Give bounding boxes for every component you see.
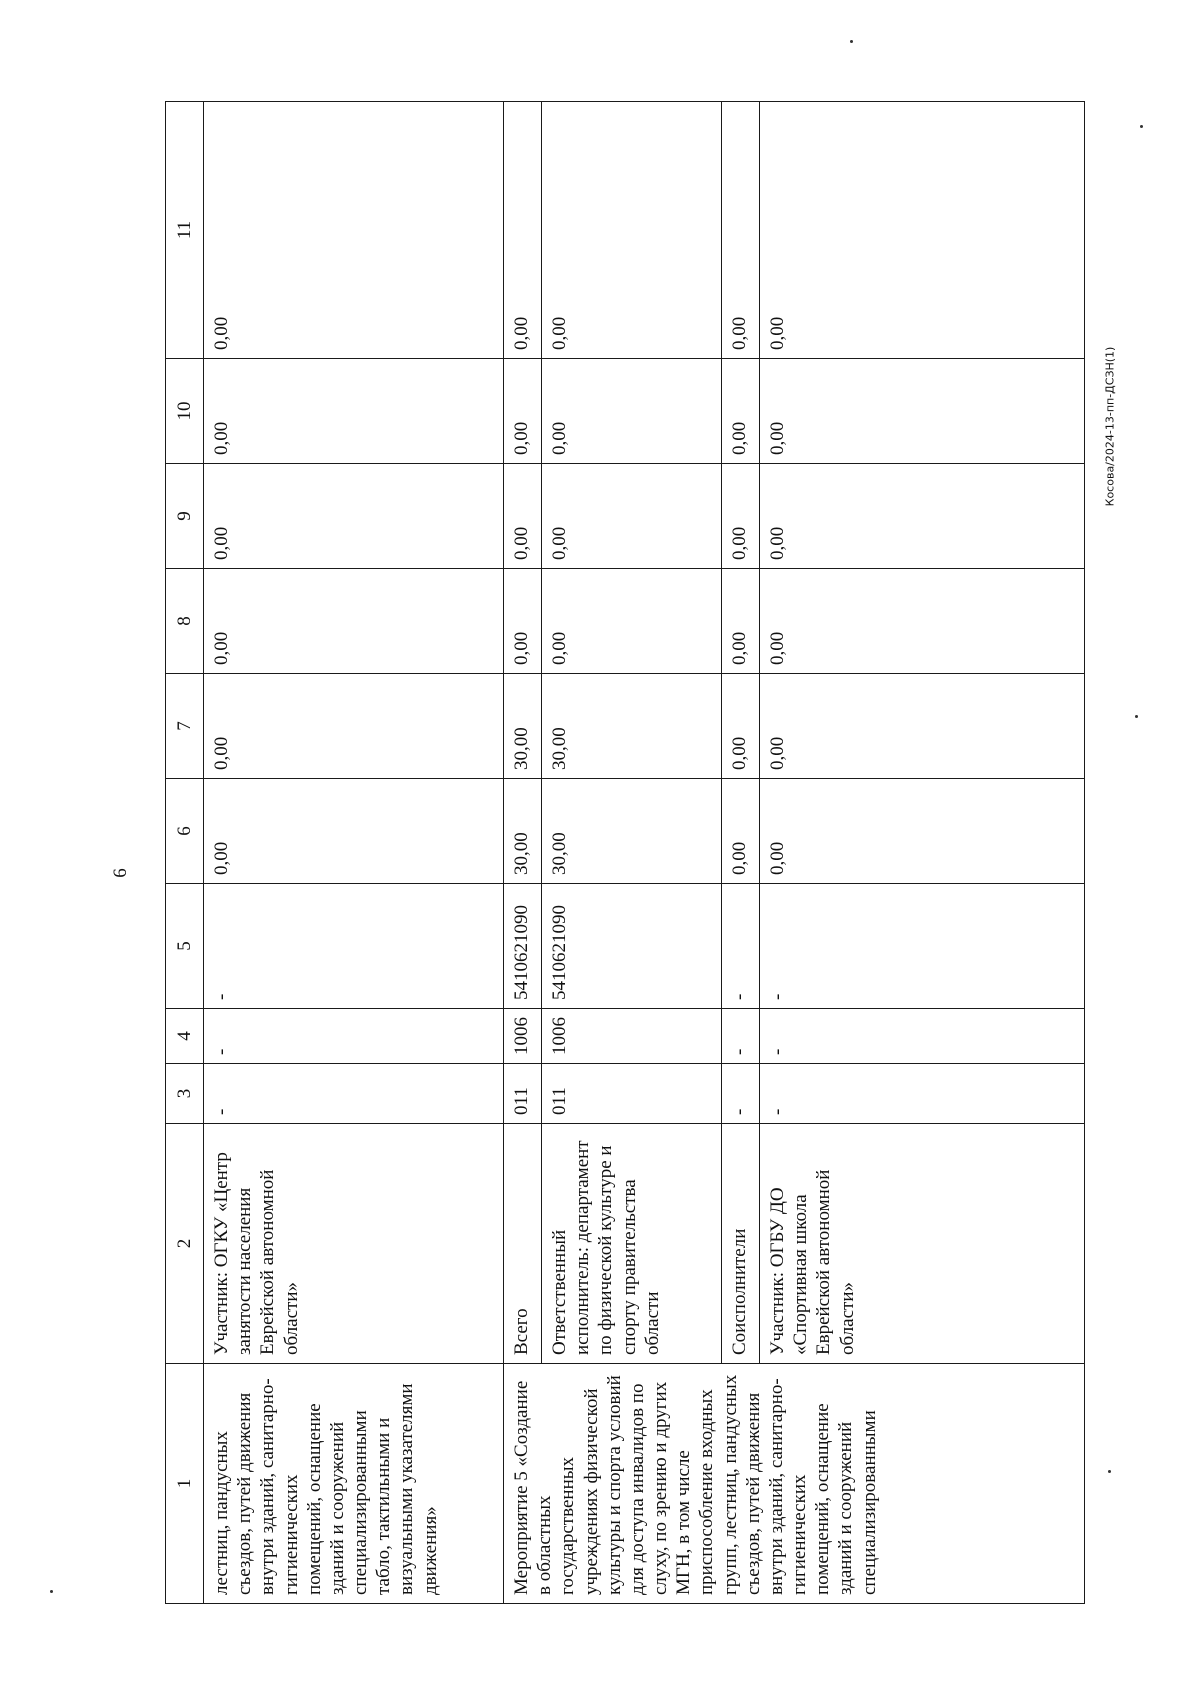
grbs-code: - [204,1064,504,1124]
value-col-9: 0,00 [760,464,1085,569]
section-code: 1006 [504,1009,542,1064]
value-col-10: 0,00 [542,359,722,464]
section-code: - [722,1009,760,1064]
executor-cell: Соисполнители [722,1124,760,1364]
value-col-6: 0,00 [722,779,760,884]
section-code: 1006 [542,1009,722,1064]
table-row [204,102,504,1604]
value-col-9: 0,00 [542,464,722,569]
value-col-6: 30,00 [504,779,542,884]
value-col-10: 0,00 [504,359,542,464]
grbs-code: 011 [504,1064,542,1124]
target-article: 5410621090 [542,884,722,1009]
value-col-11: 0,00 [542,102,722,359]
value-col-8: 0,00 [542,569,722,674]
value-col-7: 30,00 [504,674,542,779]
value-col-7: 30,00 [542,674,722,779]
value-col-10: 0,00 [760,359,1085,464]
value-col-11: 0,00 [760,102,1085,359]
executor-cell: Всего [504,1124,542,1364]
header-cell-8: 8 [166,569,204,674]
header-cell-10: 10 [166,359,204,464]
value-col-7: 0,00 [760,674,1085,779]
header-cell-9: 9 [166,464,204,569]
value-col-7: 0,00 [204,674,504,779]
program-table [165,101,1085,1604]
value-col-6: 0,00 [204,779,504,884]
rotated-table-frame [165,102,1085,1604]
target-article: 5410621090 [504,884,542,1009]
page-number: 6 [109,868,131,878]
grbs-code: - [760,1064,1085,1124]
header-row [166,102,204,1604]
value-col-8: 0,00 [204,569,504,674]
value-col-8: 0,00 [760,569,1085,674]
value-col-6: 0,00 [760,779,1085,884]
scan-speck [1135,715,1138,718]
executor-cell: Участник: ОГКУ «Центр занятости населения Еврейской автономной области» [204,1124,504,1364]
target-article: - [722,884,760,1009]
value-col-11: 0,00 [722,102,760,359]
target-article: - [204,884,504,1009]
header-cell-3: 3 [166,1064,204,1124]
header-cell-4: 4 [166,1009,204,1064]
table-row [504,102,542,1604]
value-col-11: 0,00 [204,102,504,359]
document-code: Косова/2024-13-пп-ДСЗН(1) [1103,346,1117,507]
target-article: - [760,884,1085,1009]
scan-speck [850,40,853,43]
value-col-9: 0,00 [204,464,504,569]
value-col-11: 0,00 [504,102,542,359]
value-col-8: 0,00 [722,569,760,674]
activity-description: лестниц, пандусных съездов, путей движения внутри зданий, санитарно-гигиенических помещений, оснащение зданий и сооружений специализированными табло, тактильными и визуальными указателями движения» [204,1364,504,1604]
executor-cell: Участник: ОГБУ ДО «Спортивная школа Еврейской автономной области» [760,1124,1085,1364]
value-col-7: 0,00 [722,674,760,779]
value-col-6: 30,00 [542,779,722,884]
value-col-8: 0,00 [504,569,542,674]
grbs-code: 011 [542,1064,722,1124]
header-cell-2: 2 [166,1124,204,1364]
section-code: - [760,1009,1085,1064]
scan-speck [50,1590,53,1593]
header-cell-5: 5 [166,884,204,1009]
grbs-code: - [722,1064,760,1124]
scan-speck [1108,1470,1111,1473]
header-cell-7: 7 [166,674,204,779]
executor-cell: Ответственный исполнитель: департамент по физической культуре и спорту правительства области [542,1124,722,1364]
value-col-9: 0,00 [504,464,542,569]
header-cell-1: 1 [166,1364,204,1604]
activity-description: Мероприятие 5 «Создание в областных государственных учреждениях физической культуры и спорта условий для доступа инвалидов по слуху, по зрению и других МГН, в том числе приспособление входных групп, лестниц, пандусных съездов, путей движения внутри зданий, санитарно-гигиенических помещений, оснащение зданий и сооружений специализированными [504,1364,1085,1604]
rotated-table-container [165,102,1085,1604]
header-cell-11: 11 [166,102,204,359]
header-cell-6: 6 [166,779,204,884]
value-col-9: 0,00 [722,464,760,569]
section-code: - [204,1009,504,1064]
scan-speck [1140,125,1143,128]
value-col-10: 0,00 [204,359,504,464]
value-col-10: 0,00 [722,359,760,464]
